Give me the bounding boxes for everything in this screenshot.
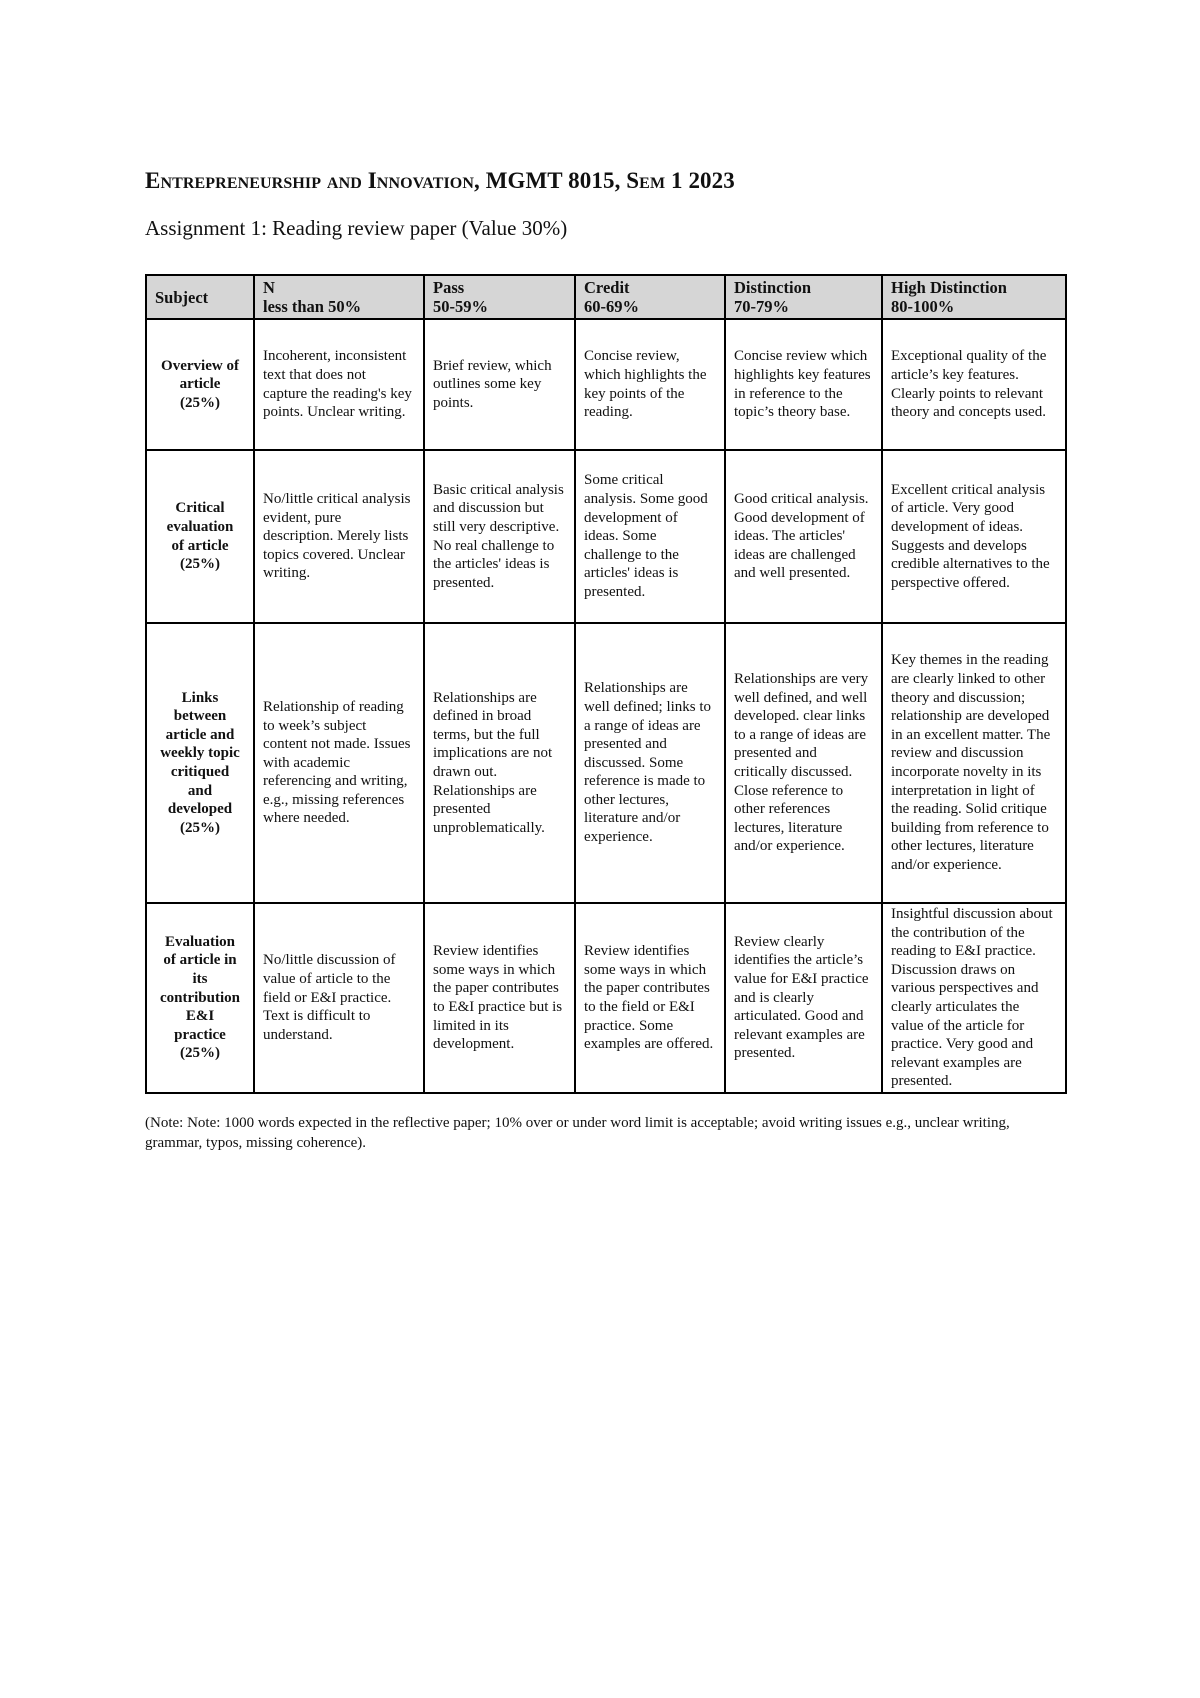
- descriptor-cell-n: No/little critical analysis evident, pure description. Merely lists topics covered. Unclear writing.: [254, 450, 424, 623]
- header-grade-high-distinction: [882, 275, 1066, 319]
- assignment-subtitle: Assignment 1: Reading review paper (Value 30%): [145, 216, 568, 240]
- criterion-line: practice: [174, 1026, 226, 1043]
- header-label: Pass: [433, 278, 465, 297]
- descriptor-cell-high-distinction: Exceptional quality of the article’s key features. Clearly points to relevant theory and concepts used.: [882, 319, 1066, 450]
- rubric-header-row: [146, 275, 1066, 319]
- criterion-line: of article in: [163, 952, 237, 969]
- criterion-line: evaluation: [166, 518, 234, 535]
- criterion-line: (25%): [180, 1045, 220, 1062]
- marking-rubric-table: [145, 274, 1067, 1094]
- descriptor-cell-credit: Concise review, which highlights the key points of the reading.: [575, 319, 725, 450]
- header-label: Subject: [155, 287, 209, 307]
- descriptor-cell-n: No/little discussion of value of article to the field or E&I practice. Text is difficult to understand.: [254, 903, 424, 1093]
- header-grade-credit: [575, 275, 725, 319]
- header-label: High Distinction: [891, 278, 1007, 297]
- descriptor-cell-n: Incoherent, inconsistent text that does not capture the reading's key points. Unclear writing.: [254, 319, 424, 450]
- header-range: 60-69%: [584, 297, 639, 316]
- criterion-line: (25%): [180, 394, 220, 411]
- descriptor-cell-pass: Brief review, which outlines some key points.: [424, 319, 575, 450]
- descriptor-cell-distinction: Relationships are very well defined, and well developed. clear links to a range of ideas are presented and critically discussed. Close reference to other references lectures, literature and/or experience.: [725, 623, 882, 903]
- criterion-cell: [146, 903, 254, 1093]
- criterion-cell: [146, 319, 254, 450]
- criterion-line: critiqued: [170, 764, 230, 780]
- header-label: Distinction: [734, 278, 812, 297]
- descriptor-cell-n: Relationship of reading to week’s subject content not made. Issues with academic referencing and writing, e.g., missing references where needed.: [254, 623, 424, 903]
- rubric-row-critical-evaluation: [146, 450, 1066, 623]
- criterion-line: Links: [181, 689, 219, 706]
- descriptor-cell-pass: Basic critical analysis and discussion but still very descriptive. No real challenge to the articles' ideas is presented.: [424, 450, 575, 623]
- criterion-line: its: [192, 971, 208, 988]
- criterion-line: E&I: [185, 1008, 215, 1025]
- rubric-row-contribution: [146, 903, 1066, 1093]
- descriptor-cell-high-distinction: Excellent critical analysis of article. Very good development of ideas. Suggests and develops credible alternatives to the perspective offered.: [882, 450, 1066, 623]
- descriptor-cell-distinction: Concise review which highlights key features in reference to the topic’s theory base.: [725, 319, 882, 450]
- criterion-line: (25%): [180, 556, 220, 573]
- header-grade-distinction: [725, 275, 882, 319]
- header-range: 70-79%: [734, 297, 789, 316]
- criterion-line: developed: [167, 801, 233, 818]
- header-grade-pass: [424, 275, 575, 319]
- criterion-line: (25%): [180, 819, 220, 836]
- descriptor-cell-credit: Relationships are well defined; links to a range of ideas are presented and discussed. Some reference is made to other lectures, literature and/or experience.: [575, 623, 725, 903]
- descriptor-cell-high-distinction: Insightful discussion about the contribution of the reading to E&I practice. Discussion draws on various perspectives and clearly articulates the value of the article for practice. Very good and relevant examples are presented.: [882, 903, 1066, 1093]
- document-title: Entrepreneurship and Innovation, MGMT 8015, Sem 1 2023: [145, 168, 735, 193]
- descriptor-cell-high-distinction: Key themes in the reading are clearly linked to other theory and discussion; relationship are developed in an excellent matter. The review and discussion incorporate novelty in its interpretation in light of the reading. Solid critique building from reference to other lectures, literature and/or experience.: [882, 623, 1066, 903]
- header-range: less than 50%: [263, 297, 362, 316]
- header-grade-n: [254, 275, 424, 319]
- criterion-cell: [146, 450, 254, 623]
- header-range: 50-59%: [433, 297, 488, 316]
- criterion-line: Evaluation: [164, 933, 236, 950]
- criterion-line: between: [173, 708, 227, 725]
- descriptor-cell-pass: Relationships are defined in broad terms, but the full implications are not drawn out. Relationships are presented unproblematically.: [424, 623, 575, 903]
- rubric-row-links: [146, 623, 1066, 903]
- criterion-line: weekly topic: [160, 745, 240, 762]
- criterion-line: and: [187, 782, 213, 799]
- header-label: Credit: [584, 278, 630, 297]
- criterion-line: article: [179, 376, 221, 393]
- descriptor-cell-distinction: Good critical analysis. Good development of ideas. The articles' ideas are challenged and well presented.: [725, 450, 882, 623]
- criterion-line: Critical: [175, 500, 225, 517]
- header-subject: [146, 275, 254, 319]
- descriptor-cell-pass: Review identifies some ways in which the paper contributes to E&I practice but is limited in its development.: [424, 903, 575, 1093]
- criterion-line: contribution: [159, 989, 240, 1006]
- criterion-line: Overview of: [161, 357, 239, 374]
- descriptor-cell-credit: Review identifies some ways in which the paper contributes to the field or E&I practice. Some examples are offered.: [575, 903, 725, 1093]
- word-limit-note: (Note: Note: 1000 words expected in the reflective paper; 10% over or under word limit is acceptable; avoid writing issues e.g., unclear writing, grammar, typos, missing coherence).: [145, 1115, 1010, 1151]
- rubric-row-overview: [146, 319, 1066, 450]
- criterion-cell: [146, 623, 254, 903]
- descriptor-cell-distinction: Review clearly identifies the article’s value for E&I practice and is clearly articulated. Good and relevant examples are presented.: [725, 903, 882, 1093]
- header-label: N: [263, 278, 275, 297]
- descriptor-cell-credit: Some critical analysis. Some good development of ideas. Some challenge to the articles' ideas is presented.: [575, 450, 725, 623]
- document-page: [145, 168, 1065, 1151]
- criterion-line: of article: [171, 537, 229, 554]
- criterion-line: article and: [165, 726, 235, 743]
- header-range: 80-100%: [891, 297, 955, 316]
